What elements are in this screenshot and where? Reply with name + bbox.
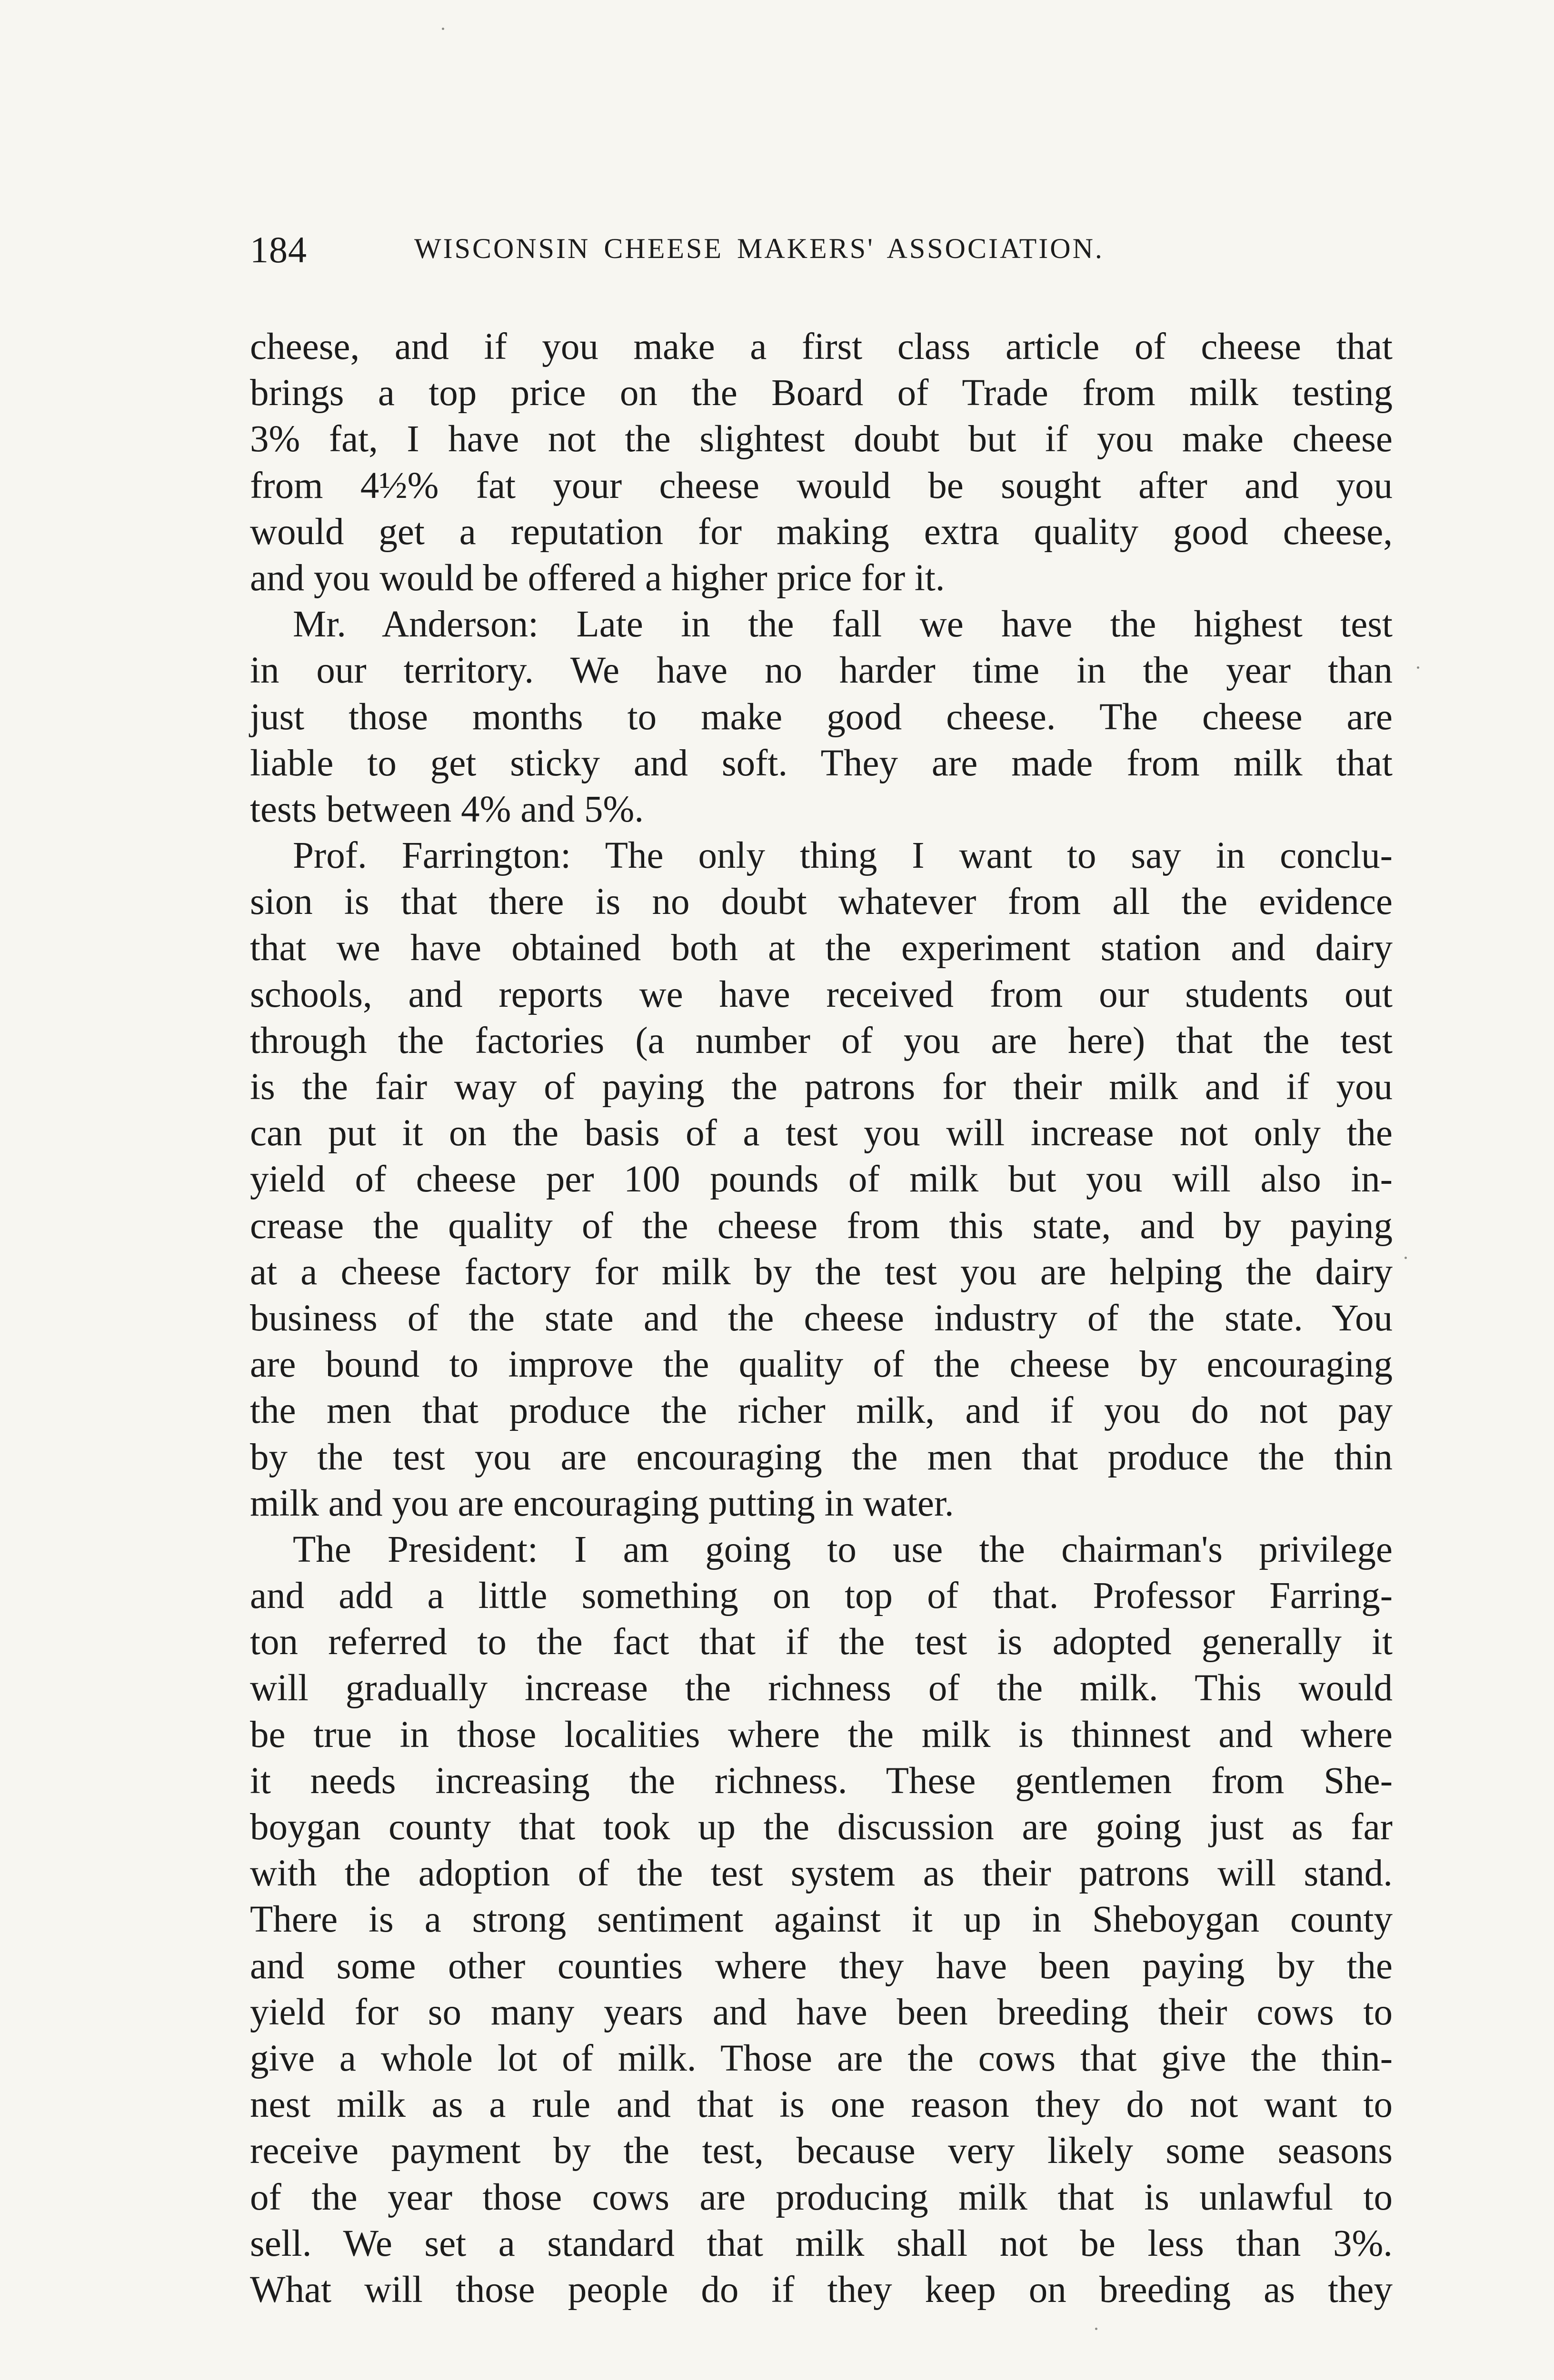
paragraph-start-farrington: Prof. Farrington: The only thing I want to say in conclu- xyxy=(293,835,1393,877)
text-line: brings a top price on the Board of Trade from milk testing xyxy=(250,372,1393,414)
text-line: crease the quality of the cheese from this state, and by paying xyxy=(250,1205,1393,1247)
text-line: boygan county that took up the discussion are going just as far xyxy=(250,1806,1393,1848)
paragraph-start-anderson: Mr. Anderson: Late in the fall we have the highest test xyxy=(293,604,1393,645)
text-line: give a whole lot of milk. Those are the cows that give the thin- xyxy=(250,2037,1393,2079)
text-line: is the fair way of paying the patrons for their milk and if you xyxy=(250,1066,1393,1108)
body-text xyxy=(250,324,1393,2313)
text-line: of the year those cows are producing milk that is unlawful to xyxy=(250,2176,1393,2218)
text-line: can put it on the basis of a test you will increase not only the xyxy=(250,1112,1393,1154)
text-line: There is a strong sentiment against it up in Sheboygan county xyxy=(250,1899,1393,1941)
paper-speck xyxy=(1417,666,1419,669)
text-line: in our territory. We have no harder time in the year than xyxy=(250,650,1393,692)
text-line: cheese, and if you make a first class article of cheese that xyxy=(250,326,1393,367)
text-line: be true in those localities where the milk is thinnest and where xyxy=(250,1714,1393,1755)
text-line: and some other counties where they have been paying by the xyxy=(250,1945,1393,1987)
text-line: it needs increasing the richness. These gentlemen from She- xyxy=(250,1760,1393,1802)
text-line: that we have obtained both at the experiment station and dairy xyxy=(250,927,1393,969)
text-line: and you would be offered a higher price for it. xyxy=(250,557,945,599)
paper-speck xyxy=(1095,2328,1097,2330)
text-line: would get a reputation for making extra quality good cheese, xyxy=(250,511,1393,553)
text-line: What will those people do if they keep on breeding as they xyxy=(250,2269,1393,2311)
text-line: nest milk as a rule and that is one reason they do not want to xyxy=(250,2084,1393,2126)
text-line: with the adoption of the test system as their patrons will stand. xyxy=(250,1853,1393,1894)
text-line: yield of cheese per 100 pounds of milk but you will also in- xyxy=(250,1159,1393,1200)
text-line: liable to get sticky and soft. They are made from milk that xyxy=(250,742,1393,784)
paper-speck xyxy=(1405,1257,1407,1259)
text-line: and add a little something on top of that. Professor Farring- xyxy=(250,1575,1393,1617)
text-line: schools, and reports we have received from our students out xyxy=(250,973,1393,1015)
text-line: the men that produce the richer milk, and if you do not pay xyxy=(250,1390,1393,1432)
text-line: are bound to improve the quality of the cheese by encouraging xyxy=(250,1344,1393,1386)
running-head xyxy=(250,228,1393,281)
text-line: at a cheese factory for milk by the test you are helping the dairy xyxy=(250,1251,1393,1293)
running-title: WISCONSIN CHEESE MAKERS' ASSOCIATION. xyxy=(414,233,1104,264)
text-line: just those months to make good cheese. The cheese are xyxy=(250,696,1393,738)
text-line: milk and you are encouraging putting in water. xyxy=(250,1482,954,1524)
text-line: business of the state and the cheese industry of the state. You xyxy=(250,1297,1393,1339)
text-line: by the test you are encouraging the men that produce the thin xyxy=(250,1436,1393,1478)
text-line: tests between 4% and 5%. xyxy=(250,788,644,830)
text-line: sion is that there is no doubt whatever from all the evidence xyxy=(250,881,1393,923)
text-line: yield for so many years and have been breeding their cows to xyxy=(250,1991,1393,2033)
text-line: ton referred to the fact that if the test is adopted generally it xyxy=(250,1621,1393,1663)
text-line: through the factories (a number of you are here) that the test xyxy=(250,1020,1393,1061)
text-line: sell. We set a standard that milk shall not be less than 3%. xyxy=(250,2222,1393,2264)
text-line: receive payment by the test, because very likely some seasons xyxy=(250,2130,1393,2172)
text-line: 3% fat, I have not the slightest doubt but if you make cheese xyxy=(250,418,1393,460)
paragraph-start-president: The President: I am going to use the chairman's privilege xyxy=(293,1528,1393,1570)
paper-speck xyxy=(442,28,444,30)
page-number: 184 xyxy=(250,229,307,270)
text-line: from 4½% fat your cheese would be sought after and you xyxy=(250,465,1393,506)
text-line: will gradually increase the richness of the milk. This would xyxy=(250,1667,1393,1709)
